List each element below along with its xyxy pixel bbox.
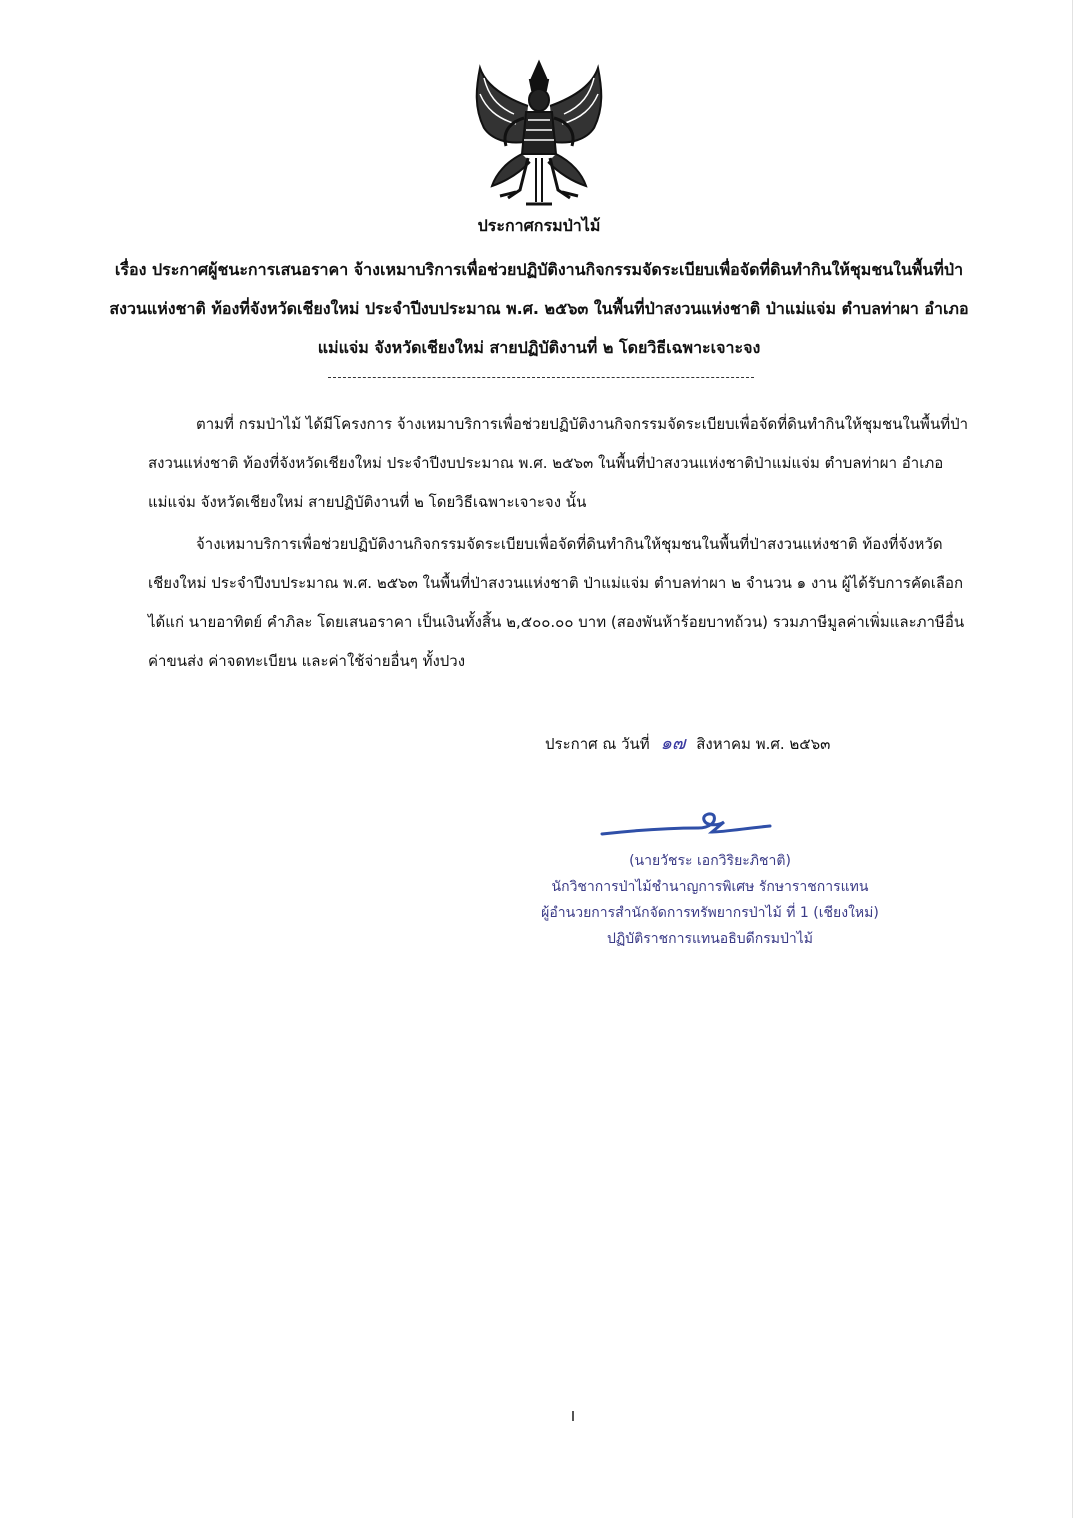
scan-mark	[572, 1411, 574, 1421]
divider-line	[328, 377, 754, 378]
signer-name: (นายวัชระ เอกวิริยะภิชาติ)	[629, 853, 791, 869]
announcement-date	[545, 728, 830, 757]
signer-position-2: ผู้อำนวยการสำนักจัดการทรัพยากรป่าไม้ ที่ 1 (เชียงใหม่)	[541, 905, 879, 921]
date-day-handwritten: ๑๗	[660, 733, 686, 754]
garuda-emblem-icon	[466, 58, 612, 208]
signer-position-3: ปฏิบัติราชการแทนอธิบดีกรมป่าไม้	[606, 931, 813, 947]
document-subject: เรื่อง ประกาศผู้ชนะการเสนอราคา จ้างเหมาบริการเพื่อช่วยปฏิบัติงานกิจกรรมจัดระเบียบเพื่อจัดที่ดินทำกินให้ชุมชนในพื้นที่ป่าสงวนแห่งชาติ ท้องที่จังหวัดเชียงใหม่ ประจำปีงบประมาณ พ.ศ. ๒๕๖๓ ในพื้นที่ป่าสงวนแห่งชาติ ป่าแม่แจ่ม ตำบลท่าผา อำเภอแม่แจ่ม จังหวัดเชียงใหม่ สายปฏิบัติงานที่ ๒ โดยวิธีเฉพาะเจาะจง	[109, 260, 969, 357]
signer-position-1: นักวิชาการป่าไม้ชำนาญการพิเศษ รักษาราชการแทน	[551, 879, 869, 895]
handwritten-signature	[598, 808, 774, 848]
paragraph-2-text: จ้างเหมาบริการเพื่อช่วยปฏิบัติงานกิจกรรมจัดระเบียบเพื่อจัดที่ดินทำกินให้ชุมชนในพื้นที่ป่าสงวนแห่งชาติ ท้องที่จังหวัดเชียงใหม่ ประจำปีงบประมาณ พ.ศ. ๒๕๖๓ ในพื้นที่ป่าสงวนแห่งชาติ ป่าแม่แจ่ม ตำบลท่าผา ๒ จำนวน ๑ งาน ผู้ได้รับการคัดเลือก ได้แก่ นายอาทิตย์ คำภิละ โดยเสนอราคา เป็นเงินทั้งสิ้น ๒,๕๐๐.๐๐ บาท (สองพันห้าร้อยบาทถ้วน) รวมภาษีมูลค่าเพิ่มและภาษีอื่น ค่าขนส่ง ค่าจดทะเบียน และค่าใช้จ่ายอื่นๆ ทั้งปวง	[148, 535, 965, 670]
document-title: ประกาศกรมป่าไม้	[477, 216, 601, 235]
date-prefix: ประกาศ ณ วันที่	[545, 735, 650, 753]
paragraph-1-text: ตามที่ กรมป่าไม้ ได้มีโครงการ จ้างเหมาบริการเพื่อช่วยปฏิบัติงานกิจกรรมจัดระเบียบเพื่อจัดที่ดินทำกินให้ชุมชนในพื้นที่ป่าสงวนแห่งชาติ ท้องที่จังหวัดเชียงใหม่ ประจำปีงบประมาณ พ.ศ. ๒๕๖๓ ในพื้นที่ป่าสงวนแห่งชาติป่าแม่แจ่ม ตำบลท่าผา อำเภอแม่แจ่ม จังหวัดเชียงใหม่ สายปฏิบัติงานที่ ๒ โดยวิธีเฉพาะเจาะจง นั้น	[148, 415, 969, 511]
signer-block	[480, 848, 940, 952]
body-paragraph-2	[148, 525, 978, 681]
body-paragraph-1	[148, 405, 978, 522]
date-month-year: สิงหาคม พ.ศ. ๒๕๖๓	[696, 735, 831, 753]
